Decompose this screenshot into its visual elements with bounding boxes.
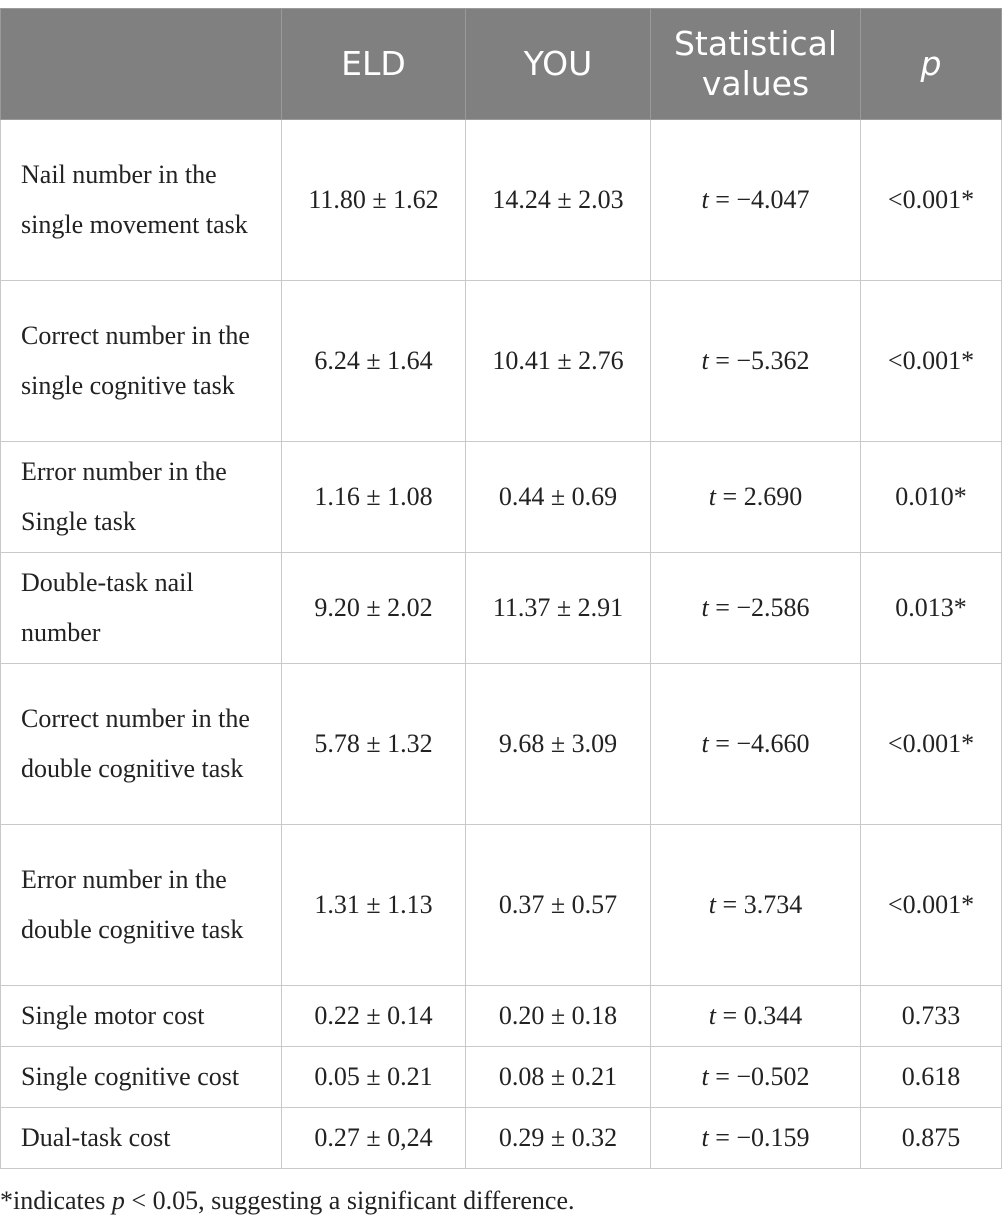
stat-value: −4.660	[736, 729, 810, 758]
table-row	[1, 120, 1002, 281]
cell-you: 0.08 ± 0.21	[466, 1047, 651, 1108]
row-label: Correct number in the double cognitive task	[1, 664, 282, 825]
stat-eq: =	[716, 1001, 744, 1030]
stat-value: 0.344	[743, 1001, 803, 1030]
stat-prefix: t	[708, 1001, 717, 1030]
row-label: Dual-task cost	[1, 1108, 282, 1169]
cell-stat	[651, 664, 861, 825]
stat-eq: =	[716, 482, 744, 511]
stat-eq: =	[708, 346, 737, 375]
cell-eld: 0.22 ± 0.14	[282, 986, 466, 1047]
table-footnote	[0, 1186, 575, 1216]
cell-p: 0.010*	[861, 442, 1002, 553]
footnote-suffix: < 0.05, suggesting a significant difference.	[124, 1186, 575, 1215]
table-row	[1, 1108, 1002, 1169]
stat-eq: =	[708, 593, 737, 622]
cell-you: 0.20 ± 0.18	[466, 986, 651, 1047]
row-label: Single cognitive cost	[1, 1047, 282, 1108]
cell-eld: 0.05 ± 0.21	[282, 1047, 466, 1108]
cell-stat	[651, 1047, 861, 1108]
cell-eld: 1.16 ± 1.08	[282, 442, 466, 553]
cell-p: <0.001*	[861, 664, 1002, 825]
stat-prefix: t	[708, 482, 717, 511]
header-p: p	[861, 9, 1002, 120]
stat-value: −0.159	[736, 1123, 810, 1152]
cell-you: 0.44 ± 0.69	[466, 442, 651, 553]
cell-eld: 6.24 ± 1.64	[282, 281, 466, 442]
stat-value: −5.362	[736, 346, 810, 375]
stat-value: −4.047	[736, 185, 810, 214]
header-label	[1, 9, 282, 120]
stat-eq: =	[708, 729, 737, 758]
table-row	[1, 442, 1002, 553]
cell-you: 10.41 ± 2.76	[466, 281, 651, 442]
stat-eq: =	[708, 1062, 737, 1091]
cell-p: 0.875	[861, 1108, 1002, 1169]
stat-prefix: t	[701, 1123, 709, 1152]
cell-p: <0.001*	[861, 825, 1002, 986]
table-row	[1, 281, 1002, 442]
row-label: Correct number in the single cognitive task	[1, 281, 282, 442]
table-row	[1, 553, 1002, 664]
stat-value: −2.586	[736, 593, 810, 622]
footnote-var: p	[111, 1186, 125, 1215]
header-eld: ELD	[282, 9, 466, 120]
cell-p: 0.733	[861, 986, 1002, 1047]
cell-eld: 11.80 ± 1.62	[282, 120, 466, 281]
cell-p: <0.001*	[861, 120, 1002, 281]
cell-stat	[651, 986, 861, 1047]
stat-value: 2.690	[743, 482, 803, 511]
stat-eq: =	[708, 185, 737, 214]
header-stat-line1: Statistical	[673, 24, 838, 63]
row-label: Error number in the double cognitive task	[1, 825, 282, 986]
stat-value: −0.502	[736, 1062, 810, 1091]
table-row	[1, 664, 1002, 825]
stat-prefix: t	[708, 890, 717, 919]
results-table	[0, 8, 1002, 1169]
cell-you: 9.68 ± 3.09	[466, 664, 651, 825]
header-stat-line2: values	[701, 64, 810, 103]
stat-prefix: t	[701, 1062, 709, 1091]
cell-stat	[651, 120, 861, 281]
cell-stat	[651, 1108, 861, 1169]
row-label: Single motor cost	[1, 986, 282, 1047]
row-label: Nail number in the single movement task	[1, 120, 282, 281]
stat-prefix: t	[701, 185, 709, 214]
footnote-prefix: *indicates	[0, 1186, 112, 1215]
stat-prefix: t	[701, 346, 709, 375]
table-row	[1, 825, 1002, 986]
stat-prefix: t	[701, 729, 709, 758]
cell-stat	[651, 442, 861, 553]
table-row	[1, 986, 1002, 1047]
cell-stat	[651, 553, 861, 664]
row-label: Error number in the Single task	[1, 442, 282, 553]
table-row	[1, 1047, 1002, 1108]
header-you: YOU	[466, 9, 651, 120]
cell-you: 14.24 ± 2.03	[466, 120, 651, 281]
cell-eld: 5.78 ± 1.32	[282, 664, 466, 825]
header-statistical-values	[651, 9, 861, 120]
cell-p: 0.618	[861, 1047, 1002, 1108]
stat-prefix: t	[701, 593, 709, 622]
cell-stat	[651, 825, 861, 986]
stat-eq: =	[708, 1123, 737, 1152]
cell-you: 0.29 ± 0.32	[466, 1108, 651, 1169]
cell-eld: 9.20 ± 2.02	[282, 553, 466, 664]
cell-p: 0.013*	[861, 553, 1002, 664]
header-row	[1, 9, 1002, 120]
stat-eq: =	[716, 890, 744, 919]
cell-you: 11.37 ± 2.91	[466, 553, 651, 664]
cell-p: <0.001*	[861, 281, 1002, 442]
row-label: Double-task nail number	[1, 553, 282, 664]
cell-stat	[651, 281, 861, 442]
cell-eld: 0.27 ± 0,24	[282, 1108, 466, 1169]
cell-eld: 1.31 ± 1.13	[282, 825, 466, 986]
cell-you: 0.37 ± 0.57	[466, 825, 651, 986]
stat-value: 3.734	[743, 890, 803, 919]
